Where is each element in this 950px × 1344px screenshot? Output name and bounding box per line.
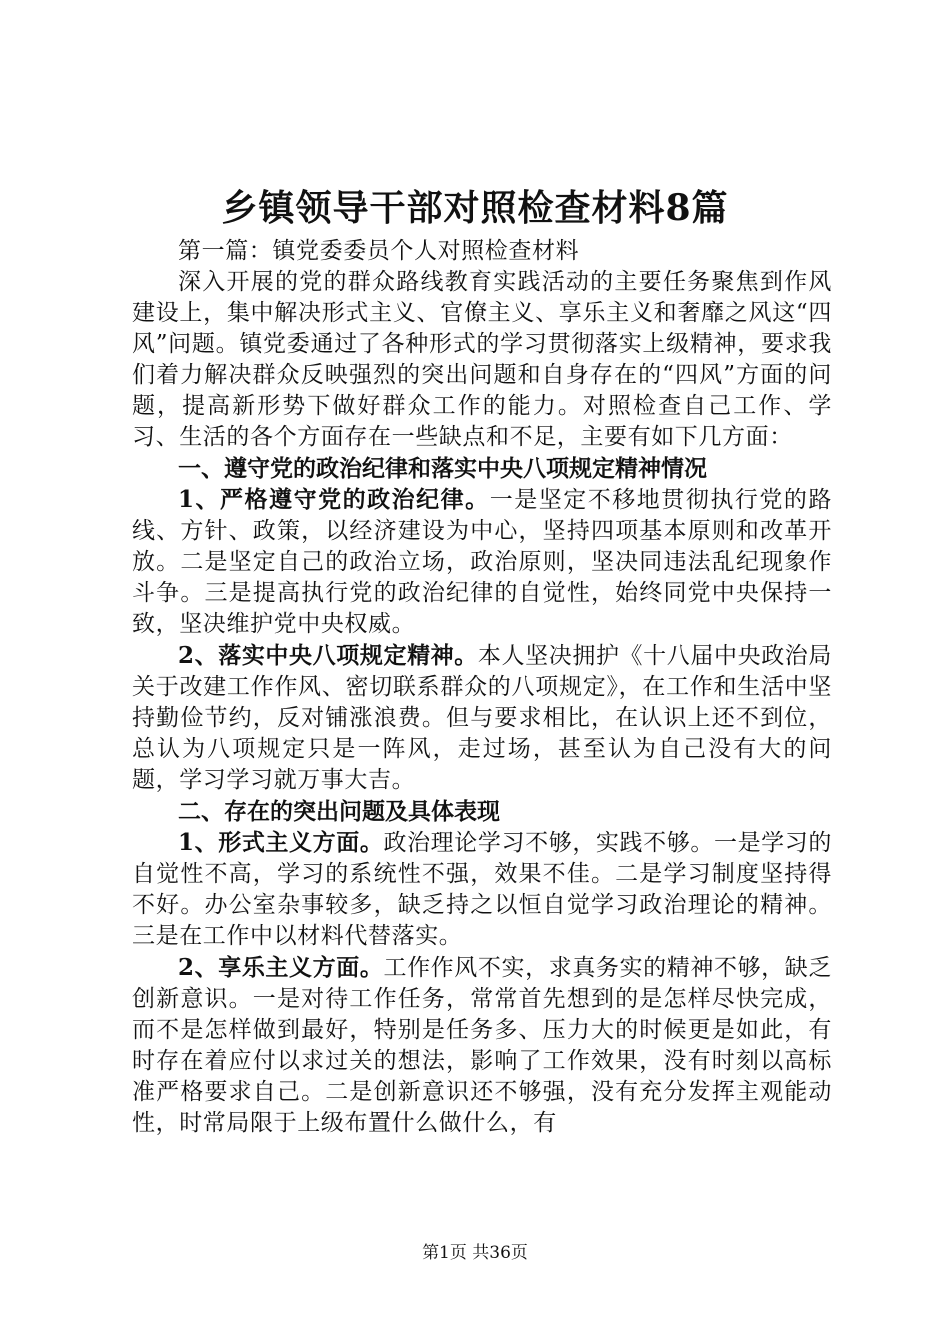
paragraph-text: 工作作风不实，求真务实的精神不够，缺乏创新意识。一是对待工作任务，常常首先想到的是怎样尽快完成，而不是怎样做到最好，特别是任务多、压力大的时候更是如此，有时存在着应付以求过关的想法，影响了工作效果，没有时刻以高标准严格要求自己。二是创新意识还不够强，没有充分发挥主观能动性，时常局限于上级布置什么做什么，有 <box>132 955 832 1136</box>
section-heading: 二、存在的突出问题及具体表现 <box>178 798 500 825</box>
section-intro: 第一篇：镇党委委员个人对照检查材料 <box>178 238 580 264</box>
paragraph-text: 本人坚决拥护《十八届中央政治局关于改建工作作风、密切联系群众的八项规定》，在工作和生活中坚持勤俭节约，反对铺涨浪费。但与要求相比，在认识上还不到位，总认为八项规定只是一阵风，走过场，甚至认为自己没有大的问题，学习学习就万事大吉。 <box>132 643 833 793</box>
paragraph-text: 一是坚定不移地贯彻执行党的路线、方针、政策，以经济建设为中心，坚持四项基本原则和改革开放。二是坚定自己的政治立场，政治原则，坚决同违法乱纪现象作斗争。三是提高执行党的政治纪律的自觉性，始终同党中央保持一致，坚决维护党中央权威。 <box>132 487 832 637</box>
page-number-footer: 第1页 共36页 <box>422 1243 528 1263</box>
body-paragraph <box>132 484 832 640</box>
paragraph-text: 政治理论学习不够，实践不够。一是学习的自觉性不高，学习的系统性不强，效果不佳。二是学习制度坚持得不好。办公室杂事较多，缺乏持之以恒自觉学习政治理论的精神。三是在工作中以材料代替落实。 <box>132 830 832 949</box>
paragraph-lead: 1、严格遵守党的政治纪律。 <box>178 486 490 513</box>
document-body <box>132 236 832 1139</box>
document-title: 乡镇领导干部对照检查材料8篇 <box>221 187 729 229</box>
paragraph-lead: 2、享乐主义方面。 <box>178 954 384 981</box>
body-paragraph: 深入开展的党的群众路线教育实践活动的主要任务聚焦到作风建设上，集中解决形式主义、官僚主义、享乐主义和奢靡之风这“四风”问题。镇党委通过了各种形式的学习贯彻落实上级精神，要求我们着力解决群众反映强烈的突出问题和自身存在的“四风”方面的问题，提高新形势下做好群众工作的能力。对照检查自己工作、学习、生活的各个方面存在一些缺点和不足，主要有如下几方面： <box>132 269 832 450</box>
body-paragraph <box>132 952 832 1139</box>
body-paragraph <box>132 640 832 796</box>
body-paragraph <box>132 827 832 952</box>
paragraph-lead: 1、形式主义方面。 <box>178 829 384 856</box>
section-heading: 一、遵守党的政治纪律和落实中央八项规定精神情况 <box>178 455 707 482</box>
paragraph-lead: 2、落实中央八项规定精神。 <box>178 642 478 669</box>
